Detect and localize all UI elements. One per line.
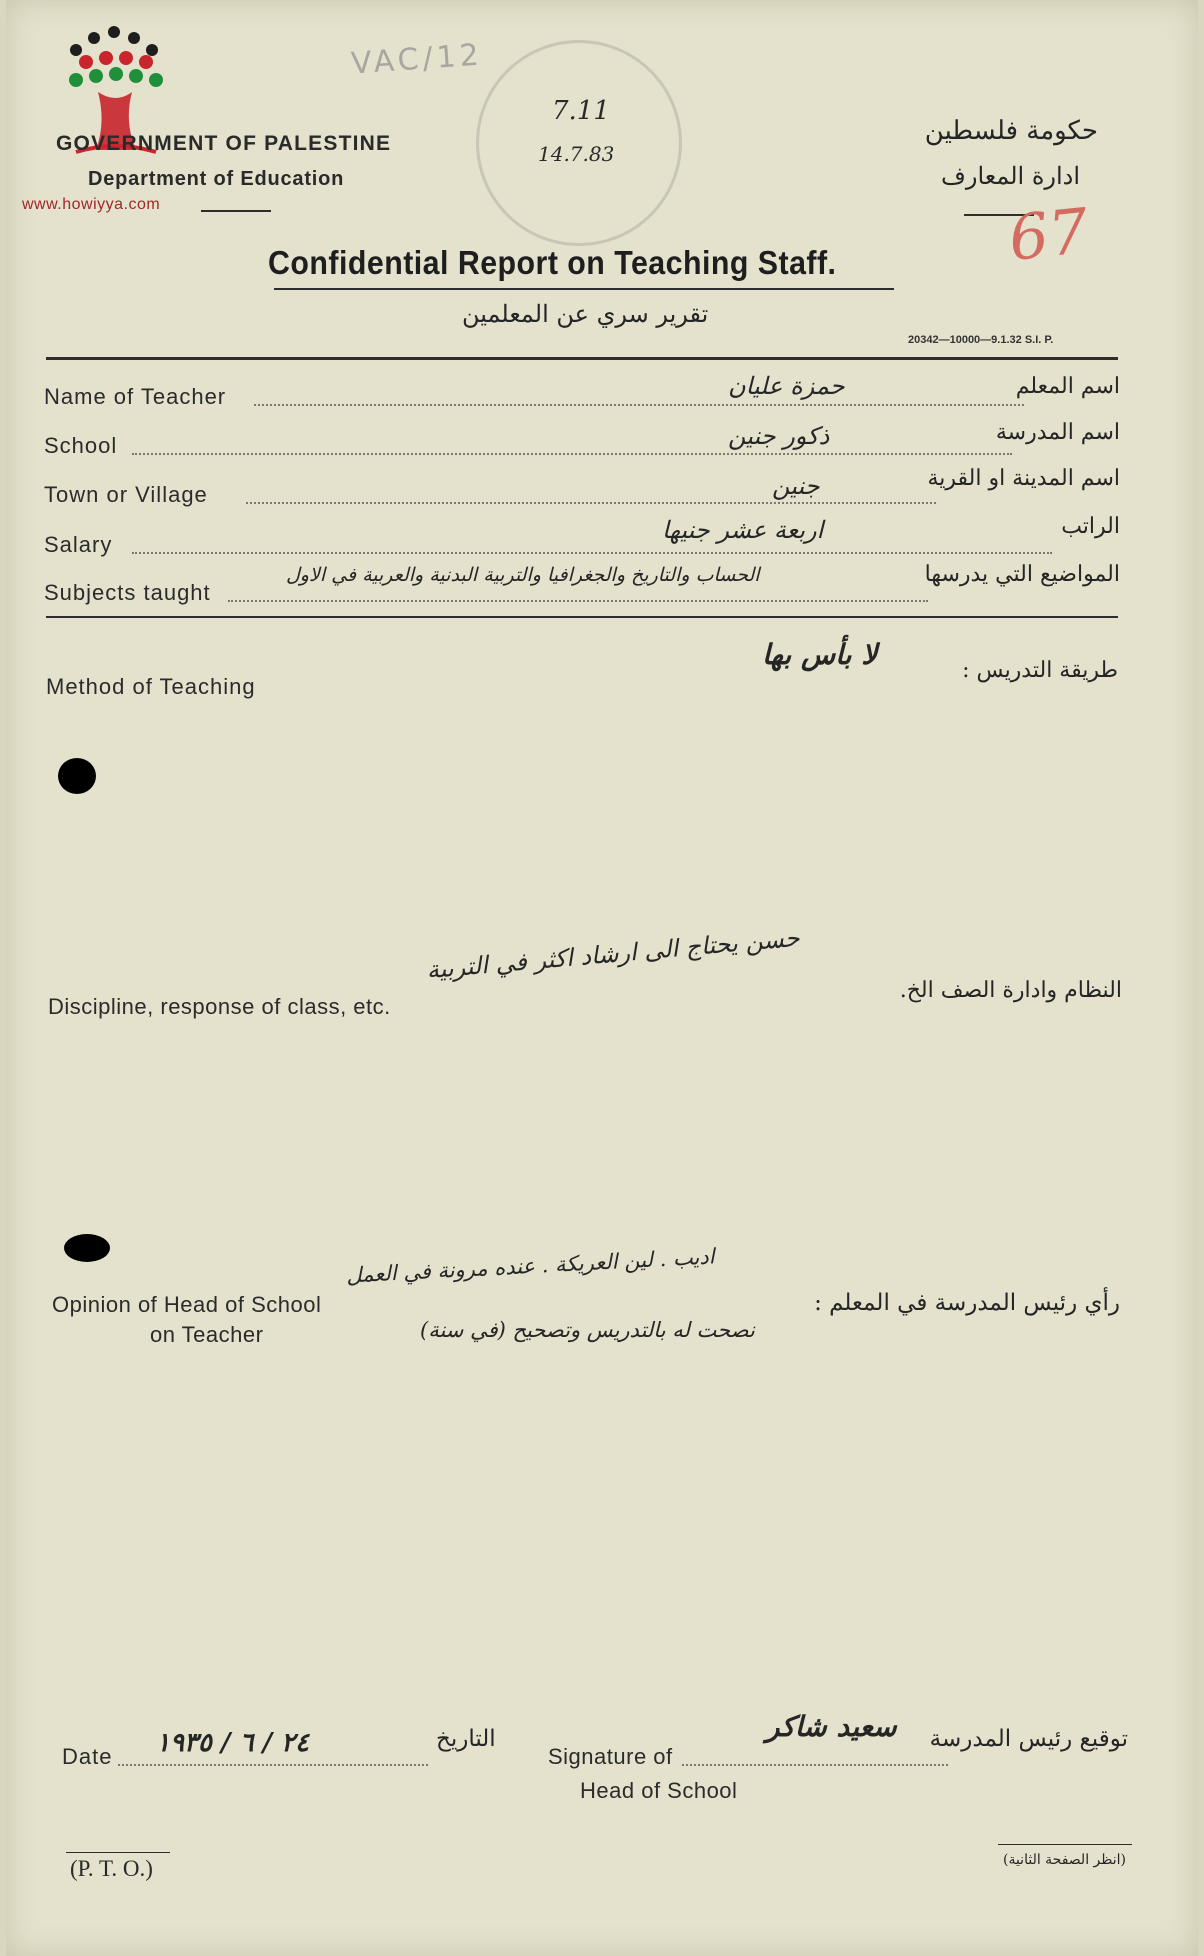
method-label-en: Method of Teaching: [46, 674, 256, 699]
stamp-line-1: 7.11: [552, 96, 610, 126]
name-label-ar: اسم المعلم: [1015, 374, 1120, 399]
report-title-ar: تقرير سري عن المعلمين: [462, 300, 709, 328]
subjects-label-ar: المواضيع التي يدرسها: [924, 562, 1120, 587]
watermark-site: www.howiyya.com: [22, 196, 161, 213]
signature-value: سعيد شاكر: [766, 1710, 897, 1743]
school-dotted-line: [132, 453, 1012, 455]
signature-label-en-line2: Head of School: [580, 1778, 738, 1803]
date-value: ٢٤ / ٦ / ١٩٣٥: [156, 1728, 309, 1758]
opinion-value-line1: اديب . لين العريكة . عنده مرونة في العمل: [345, 1244, 716, 1288]
dept-underline: [201, 210, 271, 212]
subjects-label-en: Subjects taught: [44, 580, 211, 605]
fields-bottom-rule: [46, 616, 1118, 618]
school-label-ar: اسم المدرسة: [995, 420, 1120, 445]
department-heading-ar: ادارة المعارف: [940, 162, 1080, 190]
pto-text: (P. T. O.): [70, 1856, 153, 1881]
school-label-en: School: [44, 433, 118, 458]
salary-label-ar: الراتب: [1061, 514, 1120, 539]
town-dotted-line: [246, 502, 936, 504]
department-heading-en: Department of Education: [88, 168, 345, 190]
opinion-label-en-line2: on Teacher: [150, 1322, 264, 1347]
subjects-value: الحساب والتاريخ والجغرافيا والتربية البدنية والعربية في الاول: [286, 564, 760, 586]
signature-label-en-line1: Signature of: [548, 1744, 673, 1769]
top-rule: [46, 357, 1118, 360]
school-value: ذكور جنين: [728, 422, 830, 450]
punch-hole-2: [64, 1234, 110, 1262]
opinion-value-line2: نصحت له بالتدريس وتصحيح (في سنة): [420, 1318, 755, 1342]
town-value: جنين: [772, 472, 820, 500]
government-heading-ar: حكومة فلسطين: [924, 116, 1098, 146]
watermark-logo: [36, 22, 186, 182]
name-label-en: Name of Teacher: [44, 384, 227, 409]
town-label-ar: اسم المدينة او القرية: [927, 466, 1120, 491]
salary-value: اربعة عشر جنيها: [662, 516, 824, 544]
date-label-ar: التاريخ: [436, 1726, 496, 1752]
signature-label-ar: توقيع رئيس المدرسة: [929, 1726, 1128, 1752]
document-page: [6, 0, 1198, 1956]
pto-rule: [66, 1852, 170, 1853]
punch-hole-1: [58, 758, 96, 794]
subjects-dotted-line: [228, 600, 928, 602]
date-label-en: Date: [62, 1744, 113, 1769]
date-dotted-line: [118, 1764, 428, 1766]
title-underline: [274, 288, 894, 290]
town-label-en: Town or Village: [44, 482, 208, 507]
pto-text-ar: (انظر الصفحة الثانية): [1002, 1852, 1126, 1868]
signature-dotted-line: [682, 1764, 948, 1766]
method-value: لا بأس بها: [762, 638, 878, 671]
salary-dotted-line: [132, 552, 1052, 554]
discipline-value: حسن يحتاج الى ارشاد اكثر في التربية: [425, 923, 801, 985]
salary-label-en: Salary: [44, 532, 113, 557]
opinion-label-ar: رأي رئيس المدرسة في المعلم :: [814, 1290, 1120, 1316]
discipline-label-en: Discipline, response of class, etc.: [48, 994, 391, 1019]
discipline-label-ar: النظام وادارة الصف الخ.: [899, 978, 1122, 1003]
opinion-label-en-line1: Opinion of Head of School: [52, 1292, 322, 1317]
form-code: 20342—10000—9.1.32 S.I. P.: [908, 334, 1054, 346]
government-heading-en: GOVERNMENT OF PALESTINE: [56, 132, 392, 155]
pto-ar-rule: [998, 1844, 1132, 1845]
name-dotted-line: [254, 404, 1024, 406]
name-value: حمزة عليان: [728, 372, 845, 400]
red-folio-number: 67: [1005, 194, 1092, 275]
archive-number: VAC/12: [349, 37, 484, 82]
stamp-line-2: 14.7.83: [538, 142, 615, 166]
report-title: Confidential Report on Teaching Staff.: [268, 244, 837, 281]
method-label-ar: طريقة التدريس :: [962, 658, 1118, 683]
